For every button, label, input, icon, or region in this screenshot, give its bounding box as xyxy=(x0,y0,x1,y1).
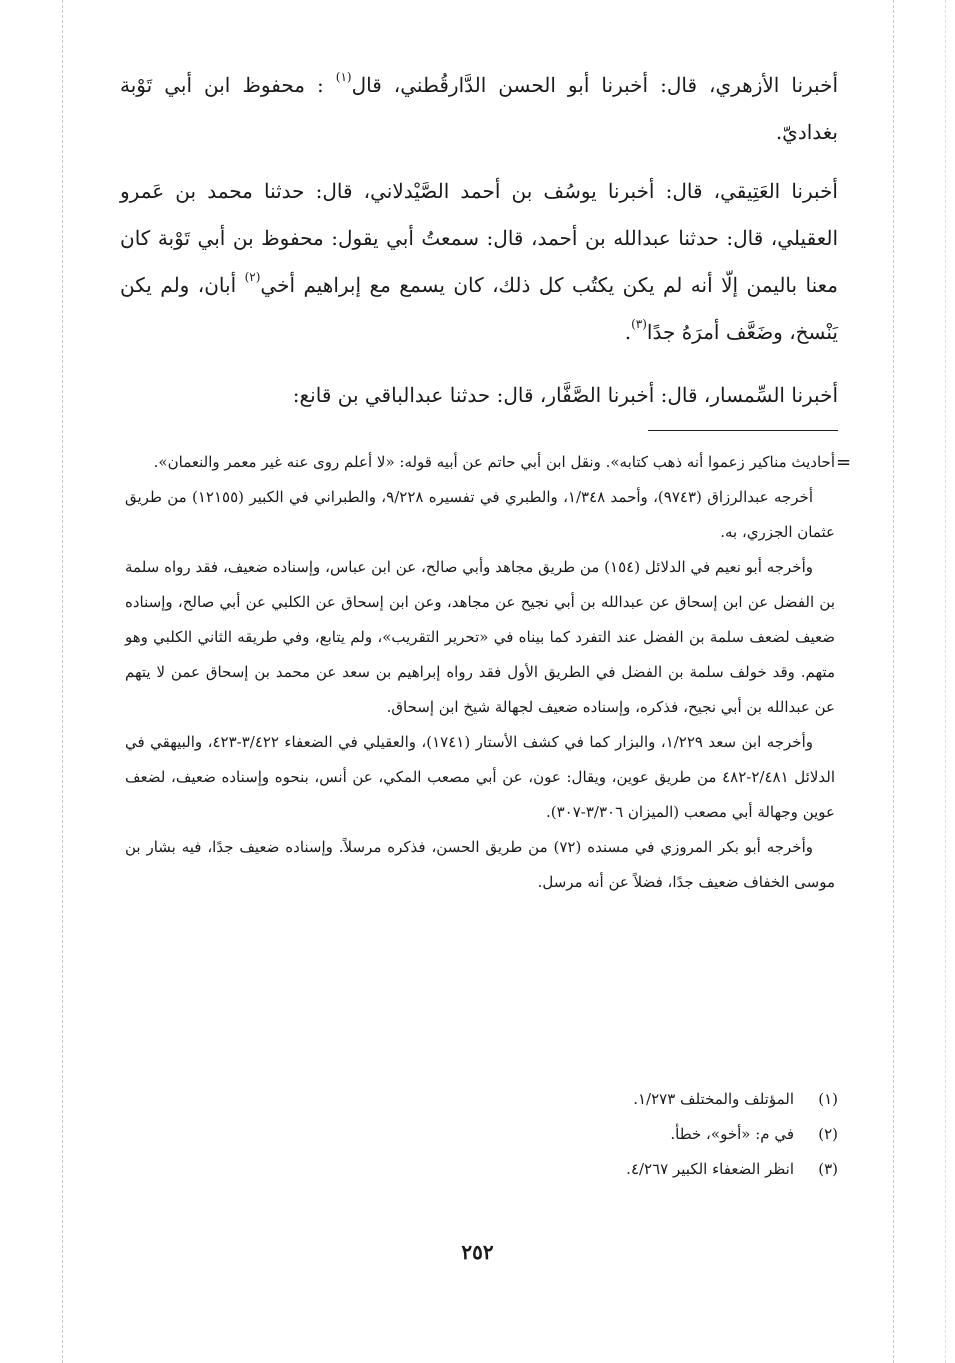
footnote-ref: (١) xyxy=(335,70,352,85)
endnote-number: (٢) xyxy=(818,1125,838,1143)
scan-guide-line xyxy=(62,0,63,1363)
endnote-number: (١) xyxy=(818,1090,838,1108)
footnote-paragraph: أحاديث مناكير زعموا أنه ذهب كتابه». ونقل ابن أبي حاتم عن أبيه قوله: «لا أعلم روى عنه غير معمر والنعمان». xyxy=(153,453,835,471)
main-paragraph-3 xyxy=(120,372,838,419)
footnote-paragraph: وأخرجه ابن سعد ١/٢٢٩، والبزار كما في كشف الأستار (١٧٤١)، والعقيلي في الضعفاء ٣/٤٢٢-٤٢٣، والبيهقي في الدلائل ٢/٤٨١-٤٨٢ من طريق عوين، ويقال: عون، عن أبي مصعب المكي، عن أنس، بنحوه وإسناده ضعيف، لضعف عوين وجهالة أبي مصعب (الميزان ٣/٣٠٦-٣٠٧). xyxy=(125,733,836,821)
footnote-paragraph: وأخرجه أبو نعيم في الدلائل (١٥٤) من طريق مجاهد وأبي صالح، عن ابن عباس، وإسناده ضعيف، فقد رواه سلمة بن الفضل عن ابن إسحاق عن عبدالله بن أبي نجيح عن مجاهد، وعن ابن إسحاق عن الكلبي عن أبي صالح، وإسناده ضعيف لضعف سلمة بن الفضل عند التفرد كما بيناه في «تحرير التقريب»، ولم يتابع، وفي طريقه الثاني الكلبي وهو متهم. وقد خولف سلمة بن الفضل في الطريق الأول فقد رواه إبراهيم بن سعد عن محمد بن إسحاق عمن لا يتهم عن عبدالله بن أبي نجيح، فذكره، وإسناده ضعيف لجهالة شيخ ابن إسحاق. xyxy=(125,558,835,716)
text-run: أخبرنا الأزهري، قال: أخبرنا أبو الحسن الدَّارقُطني، قال xyxy=(351,73,839,97)
footnote-paragraph: أخرجه عبدالرزاق (٩٧٤٣)، وأحمد ١/٣٤٨، والطبري في تفسيره ٩/٢٢٨، والطبراني في الكبير (١٢١٥٥) من طريق عثمان الجزري، به. xyxy=(125,488,835,541)
footnote-ref: (٣) xyxy=(631,317,647,332)
endnote-item xyxy=(300,1152,838,1187)
scan-guide-line xyxy=(945,0,946,1363)
footnote-ref: (٢) xyxy=(244,270,261,285)
endnote-number: (٣) xyxy=(818,1160,838,1178)
footnote-block xyxy=(125,445,835,900)
main-paragraph-1 xyxy=(120,62,838,156)
scan-guide-line xyxy=(893,0,894,1363)
footnote-paragraph: وأخرجه أبو بكر المروزي في مسنده (٧٢) من طريق الحسن، فذكره مرسلاً. وإسناده ضعيف جدًا، فيه بشار بن موسى الخفاف ضعيف جدًا، فضلاً عن أنه مرسل. xyxy=(125,838,835,891)
text-run: . xyxy=(624,320,632,344)
page-number: ٢٥٢ xyxy=(461,1240,494,1264)
text-run: أخبرنا السِّمسار، قال: أخبرنا الصَّفَّار، قال: حدثنا عبدالباقي بن قانع: xyxy=(292,383,838,407)
endnotes-list xyxy=(300,1082,838,1187)
footnote-separator xyxy=(648,430,838,431)
continuation-mark: = xyxy=(836,452,852,473)
main-paragraph-2 xyxy=(120,168,838,356)
endnote-item xyxy=(300,1117,838,1152)
text-run: أخبرنا العَتِيقي، قال: أخبرنا يوسُف بن أحمد الصَّيْدلاني، قال: حدثنا محمد بن عَمرو العقيلي، قال: حدثنا عبدالله بن أحمد، قال: سمعتُ أبي يقول: محفوظ بن أبي تَوْبة كان معنا باليمن إلّا أنه لم يكن يكتُب كل ذلك، كان يسمع مع إبراهيم أخي xyxy=(120,179,838,297)
endnote-text: المؤتلف والمختلف ١/٢٧٣. xyxy=(633,1090,794,1108)
endnote-text: انظر الضعفاء الكبير ٤/٢٦٧. xyxy=(626,1160,794,1178)
endnote-text: في م: «أخو»، خطأ. xyxy=(670,1125,794,1143)
text-run: : محفوظ ابن أبي تَوْبة بغداديّ. xyxy=(120,73,838,144)
endnote-item xyxy=(300,1082,838,1117)
text-run: أبان، ولم يكن يَنْسخ، وضَعَّف أمرَهُ جدًا xyxy=(120,273,838,344)
